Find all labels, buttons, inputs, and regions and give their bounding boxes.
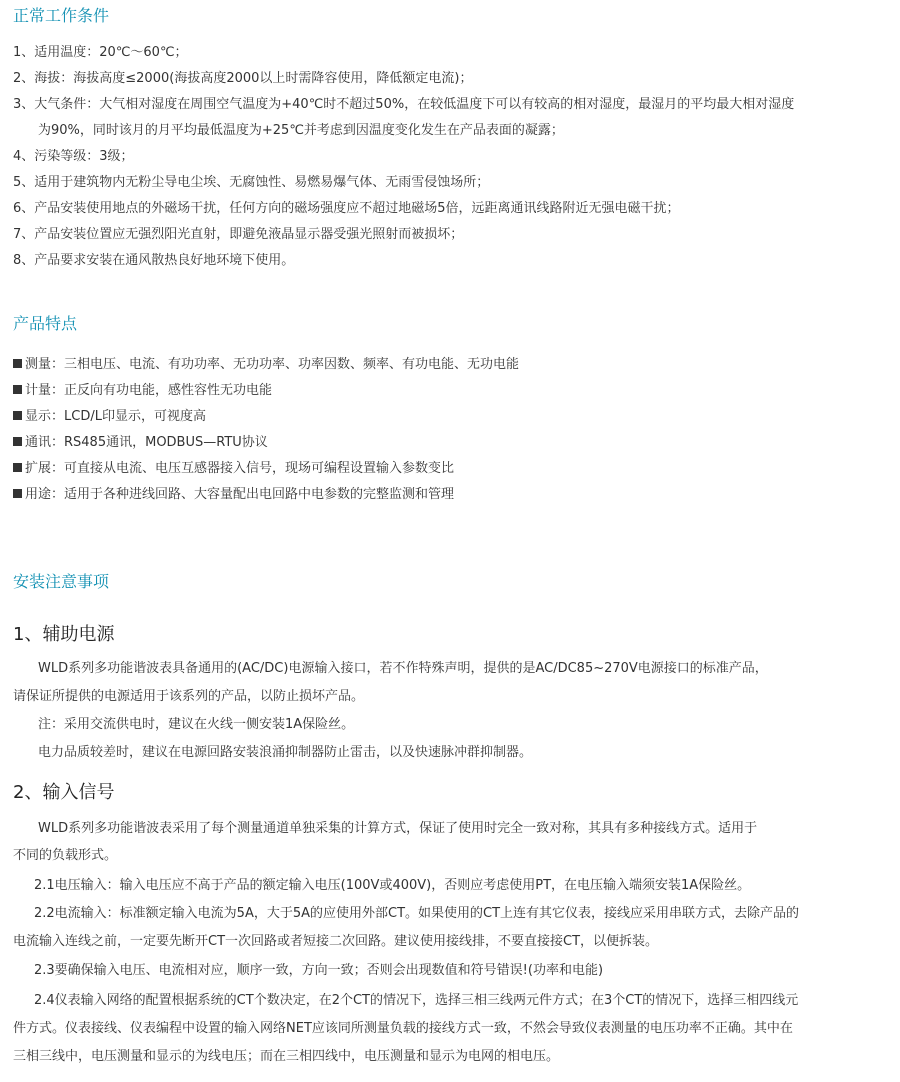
condition-item: 7、产品安装位置应无强烈阳光直射，即避免液晶显示器受强光照射而被损坏； bbox=[13, 227, 464, 242]
paragraph-line: WLD系列多功能谐波表具备通用的(AC/DC)电源输入接口，若不作特殊声明，提供的是AC/DC85~270V电源接口的标准产品， bbox=[38, 661, 768, 676]
paragraph-line: 请保证所提供的电源适用于该系列的产品，以防止损坏产品。 bbox=[13, 689, 365, 704]
paragraph-line: 电力品质较差时，建议在电源回路安装浪涌抑制器防止雷击，以及快速脉冲群抑制器。 bbox=[38, 745, 533, 760]
paragraph-line: 不同的负载形式。 bbox=[13, 848, 118, 863]
paragraph-line: 注：采用交流供电时，建议在火线一侧安装1A保险丝。 bbox=[38, 717, 355, 732]
paragraph-line: WLD系列多功能谐波表采用了每个测量通道单独采集的计算方式，保证了使用时完全一致对称，其具有多种接线方式。适用于 bbox=[38, 821, 758, 836]
condition-item: 2、海拔：海拔高度≤2000(海拔高度2000以上时需降容使用，降低额定电流)； bbox=[13, 71, 473, 86]
feature-text: 扩展：可直接从电流、电压互感器接入信号，现场可编程设置输入参数变比 bbox=[25, 461, 455, 476]
square-bullet-icon bbox=[13, 489, 22, 498]
paragraph-line: 2.3要确保输入电压、电流相对应，顺序一致，方向一致；否则会出现数值和符号错误!(功率和电能) bbox=[34, 963, 604, 978]
paragraph-line: 三相三线中，电压测量和显示的为线电压；而在三相四线中，电压测量和显示为电网的相电压。 bbox=[13, 1049, 560, 1064]
section-title-install: 安装注意事项 bbox=[13, 572, 110, 591]
paragraph-line: 2.4仪表输入网络的配置根据系统的CT个数决定，在2个CT的情况下，选择三相三线两元件方式；在3个CT的情况下，选择三相四线元 bbox=[34, 993, 799, 1008]
feature-item bbox=[13, 408, 206, 426]
square-bullet-icon bbox=[13, 463, 22, 472]
feature-item bbox=[13, 486, 454, 504]
square-bullet-icon bbox=[13, 385, 22, 394]
condition-item: 8、产品要求安装在通风散热良好地环境下使用。 bbox=[13, 253, 295, 268]
section-title-features: 产品特点 bbox=[13, 314, 78, 333]
square-bullet-icon bbox=[13, 411, 22, 420]
feature-item bbox=[13, 382, 272, 400]
feature-item bbox=[13, 434, 268, 452]
condition-item: 6、产品安装使用地点的外磁场干扰，任何方向的磁场强度应不超过地磁场5倍，远距离通讯线路附近无强电磁干扰； bbox=[13, 201, 680, 216]
square-bullet-icon bbox=[13, 437, 22, 446]
feature-text: 显示：LCD/L印显示，可视度高 bbox=[25, 409, 206, 424]
condition-item: 5、适用于建筑物内无粉尘导电尘埃、无腐蚀性、易燃易爆气体、无雨雪侵蚀场所； bbox=[13, 175, 490, 190]
paragraph-line: 电流输入连线之前，一定要先断开CT一次回路或者短接二次回路。建议使用接线排，不要直接接CT，以便拆装。 bbox=[13, 934, 659, 949]
condition-item: 1、适用温度：20℃～60℃； bbox=[13, 45, 188, 60]
paragraph-line: 件方式。仪表接线、仪表编程中设置的输入网络NET应该同所测量负载的接线方式一致，不然会导致仪表测量的电压功率不正确。其中在 bbox=[13, 1021, 793, 1036]
section-title-conditions: 正常工作条件 bbox=[13, 6, 110, 25]
feature-text: 用途：适用于各种进线回路、大容量配出电回路中电参数的完整监测和管理 bbox=[25, 487, 455, 502]
condition-item-continued: 为90%，同时该月的月平均最低温度为+25℃并考虑到因温度变化发生在产品表面的凝露； bbox=[38, 123, 564, 138]
paragraph-line: 2.2电流输入：标准额定输入电流为5A，大于5A的应使用外部CT。如果使用的CT上连有其它仪表，接线应采用串联方式，去除产品的 bbox=[34, 906, 800, 921]
feature-text: 计量：正反向有功电能，感性容性无功电能 bbox=[25, 383, 273, 398]
subheading-input: 2、输入信号 bbox=[13, 782, 115, 803]
subheading-power: 1、辅助电源 bbox=[13, 624, 115, 645]
condition-item: 4、污染等级：3级； bbox=[13, 149, 134, 164]
paragraph-line: 2.1电压输入：输入电压应不高于产品的额定输入电压(100V或400V)，否则应考虑使用PT，在电压输入端须安装1A保险丝。 bbox=[34, 878, 751, 893]
feature-text: 通讯：RS485通讯，MODBUS—RTU协议 bbox=[25, 435, 268, 450]
condition-item: 3、大气条件：大气相对湿度在周围空气温度为+40℃时不超过50%，在较低温度下可以有较高的相对湿度，最湿月的平均最大相对湿度 bbox=[13, 97, 795, 112]
feature-item bbox=[13, 460, 454, 478]
feature-item bbox=[13, 356, 519, 374]
feature-text: 测量：三相电压、电流、有功功率、无功功率、功率因数、频率、有功电能、无功电能 bbox=[25, 357, 520, 372]
square-bullet-icon bbox=[13, 359, 22, 368]
